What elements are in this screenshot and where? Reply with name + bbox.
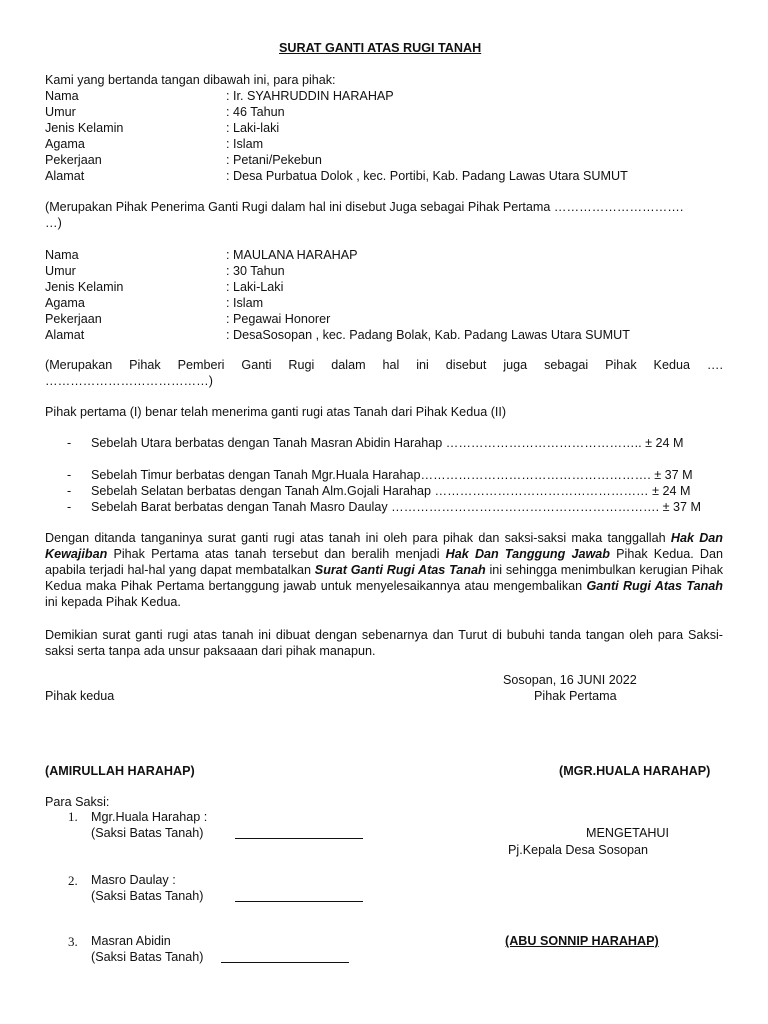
witness-name: Masran Abidin <box>91 934 171 948</box>
signature-line <box>235 901 363 902</box>
para-emphasis: Surat Ganti Rugi Atas Tanah <box>314 563 486 577</box>
list-dash: - <box>67 484 72 498</box>
intro-text: Kami yang bertanda tangan dibawah ini, para pihak: <box>45 73 336 87</box>
witness-number: 3. <box>68 934 78 949</box>
party1-row-umur <box>45 104 745 120</box>
rights-paragraph <box>45 530 723 610</box>
party-role-right: Pihak Pertama <box>534 689 617 703</box>
party-role-left: Pihak kedua <box>45 689 115 703</box>
field-value: : DesaSosopan , kec. Padang Bolak, Kab. Padang Lawas Utara SUMUT <box>226 328 630 342</box>
witness-role: (Saksi Batas Tanah) <box>91 950 204 964</box>
para-text: ini kepada Pihak Kedua. <box>45 595 181 609</box>
village-head-name: (ABU SONNIP HARAHAP) <box>505 934 659 948</box>
field-label: Jenis Kelamin <box>45 121 124 135</box>
acknowledge-label: MENGETAHUI <box>586 826 670 840</box>
field-value: : Islam <box>226 137 264 151</box>
party2-row-nama <box>45 247 745 263</box>
party2-row-pekerjaan <box>45 311 745 327</box>
party2-row-jenis-kelamin <box>45 279 745 295</box>
field-value: : Laki-Laki <box>226 280 284 294</box>
field-value: : Ir. SYAHRUDDIN HARAHAP <box>226 89 394 103</box>
party1-note-line2: …) <box>45 216 62 230</box>
witness-name: Mgr.Huala Harahap : <box>91 810 208 824</box>
party2-note-line2: …………………………………) <box>45 374 213 388</box>
field-value: : 30 Tahun <box>226 264 285 278</box>
para-text: Pihak Kedua. Dan apabila terjadi hal-hal yang dapat membatalkan <box>45 547 723 577</box>
field-label: Nama <box>45 89 79 103</box>
list-dash: - <box>67 468 72 482</box>
party1-row-agama <box>45 136 745 152</box>
signature-line <box>235 838 363 839</box>
field-label: Umur <box>45 264 76 278</box>
witness-role: (Saksi Batas Tanah) <box>91 889 204 903</box>
field-label: Alamat <box>45 169 85 183</box>
field-label: Agama <box>45 137 85 151</box>
party2-row-umur <box>45 263 745 279</box>
witness-role: (Saksi Batas Tanah) <box>91 826 204 840</box>
statement-text: Pihak pertama (I) benar telah menerima ganti rugi atas Tanah dari Pihak Kedua (II) <box>45 405 507 419</box>
field-value: : Laki-laki <box>226 121 280 135</box>
party1-row-jenis-kelamin <box>45 120 745 136</box>
witness-number: 1. <box>68 809 78 824</box>
para-text: Pihak Pertama atas tanah tersebut dan beralih menjadi <box>107 547 446 561</box>
border-text-south: Sebelah Selatan berbatas dengan Tanah Alm.Gojali Harahap …………………………………………… ± 24 M <box>91 484 691 498</box>
para-emphasis: Hak Dan Kewajiban <box>45 531 723 561</box>
signature-line <box>221 962 349 963</box>
witnesses-label: Para Saksi: <box>45 795 110 809</box>
para-text: Dengan ditanda tanganinya surat ganti rugi atas tanah ini oleh para pihak dan saksi-saksi maka tanggallah <box>45 531 671 545</box>
field-label: Umur <box>45 105 76 119</box>
field-value: : Pegawai Honorer <box>226 312 331 326</box>
border-text-west: Sebelah Barat berbatas dengan Tanah Masro Daulay ………………………………………………………. ± 37 M <box>91 500 701 514</box>
para-emphasis: Hak Dan Tanggung Jawab <box>445 547 610 561</box>
acknowledge-title: Pj.Kepala Desa Sosopan <box>508 843 649 857</box>
border-text-east: Sebelah Timur berbatas dengan Tanah Mgr.Huala Harahap………………………………………………. ± 37 M <box>91 468 693 482</box>
witness-number: 2. <box>68 873 78 888</box>
party1-note-line1: (Merupakan Pihak Penerima Ganti Rugi dalam hal ini disebut Juga sebagai Pihak Pertama …………………………. <box>45 200 684 214</box>
para-text: ini sehingga menimbulkan kerugian Pihak Kedua maka Pihak Pertama bertanggung jawab untuk menyelesaikannya atau mengembalikan <box>45 563 723 593</box>
signatory-right: (MGR.HUALA HARAHAP) <box>559 764 711 778</box>
closing-paragraph: Demikian surat ganti rugi atas tanah ini dibuat dengan sebenarnya dan Turut di bubuhi tanda tangan oleh para Saksi-saksi serta tanpa ada unsur paksaaan dari pihak manapun. <box>45 628 723 658</box>
party2-row-alamat <box>45 327 745 343</box>
field-label: Agama <box>45 296 85 310</box>
border-text-north: Sebelah Utara berbatas dengan Tanah Masran Abidin Harahap ……………………………………….. ± 24 M <box>91 436 684 450</box>
document-title: SURAT GANTI ATAS RUGI TANAH <box>279 41 482 55</box>
field-label: Pekerjaan <box>45 312 102 326</box>
party2-row-agama <box>45 295 745 311</box>
field-value: : MAULANA HARAHAP <box>226 248 358 262</box>
field-value: : Petani/Pekebun <box>226 153 322 167</box>
party1-row-alamat <box>45 168 745 184</box>
place-date: Sosopan, 16 JUNI 2022 <box>503 673 637 687</box>
list-dash: - <box>67 500 72 514</box>
party2-note-line1: (Merupakan Pihak Pemberi Ganti Rugi dalam hal ini disebut juga sebagai Pihak Kedua …. <box>45 358 723 372</box>
field-value: : 46 Tahun <box>226 105 285 119</box>
para-emphasis: Ganti Rugi Atas Tanah <box>586 579 723 593</box>
field-label: Alamat <box>45 328 85 342</box>
witness-name: Masro Daulay : <box>91 873 176 887</box>
field-value: : Islam <box>226 296 264 310</box>
field-label: Nama <box>45 248 79 262</box>
list-dash: - <box>67 436 72 450</box>
field-label: Jenis Kelamin <box>45 280 124 294</box>
party1-row-nama <box>45 88 745 104</box>
party1-row-pekerjaan <box>45 152 745 168</box>
field-value: : Desa Purbatua Dolok , kec. Portibi, Kab. Padang Lawas Utara SUMUT <box>226 169 628 183</box>
signatory-left: (AMIRULLAH HARAHAP) <box>45 764 195 778</box>
field-label: Pekerjaan <box>45 153 102 167</box>
